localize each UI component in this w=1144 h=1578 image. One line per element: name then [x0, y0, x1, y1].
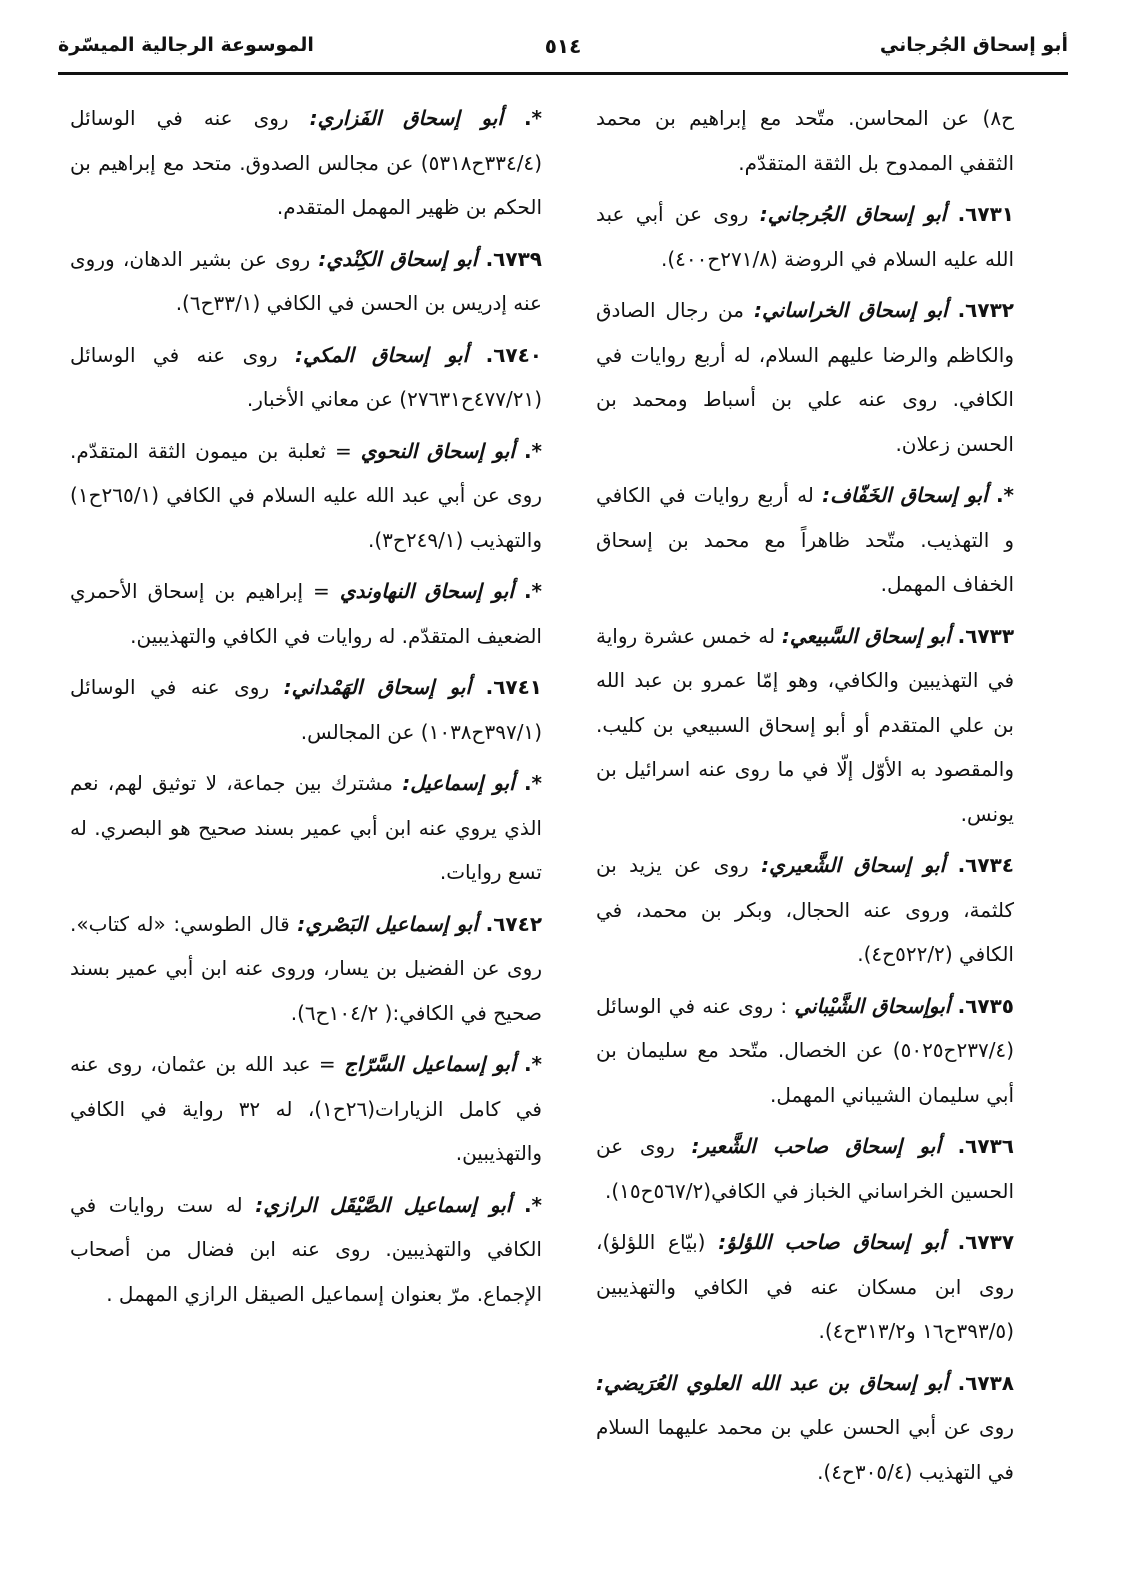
right-column — [596, 96, 1014, 1501]
entry-number: ٦٧٣٨. — [957, 1370, 1015, 1395]
running-head-book-title: الموسوعة الرجالية الميسّرة — [58, 34, 314, 56]
running-head-entry: أبو إسحاق الجُرجاني — [879, 34, 1068, 56]
entry-number: ٦٧٣٤. — [957, 853, 1014, 877]
entry-name: أبو إسماعيل البَصْري: — [297, 911, 478, 936]
entry-number: *. — [523, 438, 542, 463]
entry-number: *. — [523, 771, 542, 795]
entry-number: ٦٧٣٦. — [957, 1134, 1014, 1158]
entry-name: أبو إسحاق بن عبد الله العلوي العُرَيضي: — [596, 1370, 948, 1395]
biography-entry — [70, 429, 542, 563]
entry-text: روى عن أبي الحسن علي بن محمد عليهما السلام في التهذيب (٣٠٥/٤ح٤). — [596, 1415, 1014, 1484]
entry-name: أبو إسحاق الجُرجاني: — [759, 202, 947, 226]
entry-name: أبوإسحاق الشَّيْباني — [794, 993, 951, 1018]
entry-text: مشترك بين جماعة، لا توثيق لهم، نعم الذي يروي عنه ابن أبي عمير بسند صحيح هو البصري. له تسع روايات. — [70, 771, 542, 884]
entry-number: *. — [995, 483, 1015, 507]
entry-text: روى عن الحسين الخراساني الخباز في الكافي(٥٦٧/٢ح١٥). — [596, 1134, 1014, 1203]
entry-name: أبو إسحاق الخَفّاف: — [822, 483, 988, 507]
entry-name: أبو إسحاق النهاوندي — [339, 579, 514, 603]
entry-text: = ثعلبة بن ميمون الثقة المتقدّم. روى عن أبي عبد الله عليه السلام في الكافي (٢٦٥/١ح١) والتهذيب (٢٤٩/١ح٣). — [70, 438, 542, 552]
entry-text: من رجال الصادق والكاظم والرضا عليهم السلام، له أربع روايات في الكافي. روى عنه علي بن أسباط ومحمد بن الحسن زعلان. — [596, 298, 1014, 456]
biography-entry — [70, 1183, 542, 1317]
entry-number: ٦٧٤١. — [485, 675, 543, 699]
entry-name: أبو إسماعيل السَّرّاج — [344, 1052, 516, 1076]
entry-number: ٦٧٤٠. — [485, 342, 543, 367]
entry-number: *. — [523, 579, 542, 603]
entry-text: روى عنه في الوسائل (٣٣٤/٤ح٥٣١٨) عن مجالس الصدوق. متحد مع إبراهيم بن الحكم بن ظهير المهمل المتقدم. — [70, 106, 542, 219]
page-number: ٥١٤ — [544, 34, 582, 58]
biography-entry — [596, 1361, 1014, 1495]
entry-number: *. — [523, 1052, 542, 1076]
biography-entry — [70, 569, 542, 658]
entry-text: روى عن يزيد بن كلثمة، وروى عنه الحجال، وبكر بن محمد، في الكافي (٥٢٢/٢ح٤). — [596, 853, 1014, 966]
entry-name: أبو إسحاق الهَمْداني: — [283, 675, 472, 699]
entry-text: ح٨) عن المحاسن. متّحد مع إبراهيم بن محمد الثقفي الممدوح بل الثقة المتقدّم. — [596, 106, 1014, 175]
entry-number: ٦٧٣١. — [957, 202, 1014, 226]
biography-entry — [70, 902, 542, 1036]
entry-name: أبو إسحاق الشَّعيري: — [761, 853, 946, 877]
entry-text: روى عنه في الوسائل (٤٧٧/٢١ح٢٧٦٣١) عن معاني الأخبار. — [70, 342, 542, 411]
entry-name: أبو إسحاق الكِنْدي: — [318, 246, 478, 271]
entry-name: أبو إسحاق النحوي — [360, 438, 515, 463]
entry-name: أبو إسماعيل: — [402, 771, 515, 795]
entry-name: أبو إسحاق السَّبيعي: — [781, 623, 951, 648]
entry-text: له ست روايات في الكافي والتهذيبين. روى عنه ابن فضال من أصحاب الإجماع. مرّ بعنوان إسماعيل الصيقل الرازي المهمل . — [70, 1192, 542, 1306]
biography-entry — [596, 473, 1014, 607]
entry-name: أبو إسحاق الخراساني: — [753, 298, 948, 322]
biography-entry — [596, 1124, 1014, 1213]
entry-text: روى عنه في الوسائل (٣٩٧/١ح١٠٣٨) عن المجالس. — [70, 675, 542, 744]
biography-entry — [70, 333, 542, 422]
entry-number: *. — [523, 106, 542, 130]
entry-number: ٦٧٤٢. — [485, 911, 543, 936]
entry-text: له أربع روايات في الكافي و التهذيب. متّحد ظاهراً مع محمد بن إسحاق الخفاف المهمل. — [596, 483, 1014, 596]
left-column — [70, 96, 542, 1323]
entry-text: قال الطوسي: «له كتاب». روى عن الفضيل بن يسار، وروى عنه ابن أبي عمير بسند صحيح في الكافي:( ١٠٤/٢ح٦). — [70, 911, 542, 1025]
entry-number: ٦٧٣٧. — [957, 1230, 1015, 1254]
entry-text: : روى عنه في الوسائل (٢٣٧/٤ح٥٠٢٥) عن الخصال. متّحد مع سليمان بن أبي سليمان الشيباني المهمل. — [596, 993, 1014, 1107]
entry-text: = إبراهيم بن إسحاق الأحمري الضعيف المتقدّم. له روايات في الكافي والتهذيبين. — [70, 579, 542, 648]
entry-text: روى عن بشير الدهان، وروى عنه إدريس بن الحسن في الكافي (٣٣/١ح٦). — [70, 246, 542, 315]
biography-entry — [70, 761, 542, 895]
entry-number: *. — [523, 1192, 543, 1217]
biography-entry — [596, 1220, 1014, 1354]
entry-number: ٦٧٣٣. — [957, 623, 1015, 648]
page-header — [58, 28, 1068, 76]
entry-text: (بيّاع اللؤلؤ)، روى ابن مسكان عنه في الكافي والتهذيبين (٣٩٣/٥ح١٦ و٣١٣/٢ح٤). — [596, 1230, 1014, 1343]
biography-entry — [596, 614, 1014, 837]
entry-text: روى عن أبي عبد الله عليه السلام في الروضة (٢٧١/٨ح٤٠٠). — [596, 202, 1014, 271]
biography-entry — [70, 96, 542, 230]
entry-name: أبو إسحاق المكي: — [294, 342, 469, 367]
header-divider — [58, 72, 1068, 75]
biography-entry — [70, 1042, 542, 1176]
biography-entry — [596, 96, 1014, 185]
biography-entry — [596, 984, 1014, 1118]
entry-number: ٦٧٣٥. — [957, 993, 1015, 1018]
biography-entry — [596, 288, 1014, 466]
biography-entry — [596, 192, 1014, 281]
entry-number: ٦٧٣٩. — [485, 246, 542, 271]
entry-name: أبو إسماعيل الصَّيْقَل الرازي: — [255, 1192, 512, 1217]
entry-number: ٦٧٣٢. — [957, 298, 1014, 322]
entry-text: له خمس عشرة رواية في التهذيبين والكافي، وهو إمّا عمرو بن عبد الله بن علي المتقدم أو أبو إسحاق السبيعي بن كليب. والمقصود به الأوّل إلّا في ما روى عنه اسرائيل بن يونس. — [596, 623, 1014, 826]
entry-name: أبو إسحاق صاحب الشَّعير: — [691, 1134, 941, 1158]
entry-text: = عبد الله بن عثمان، روى عنه في كامل الزيارات(٢٦ح١)، له ٣٢ رواية في الكافي والتهذيبين. — [70, 1052, 542, 1165]
biography-entry — [596, 843, 1014, 977]
biography-entry — [70, 237, 542, 326]
entry-name: أبو إسحاق صاحب اللؤلؤ: — [718, 1230, 945, 1254]
biography-entry — [70, 665, 542, 754]
entry-name: أبو إسحاق الفَزاري: — [309, 106, 503, 130]
